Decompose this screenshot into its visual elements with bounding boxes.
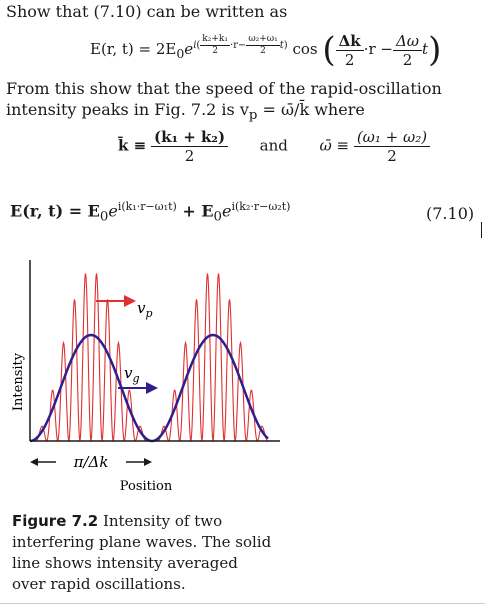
y-axis-label: Intensity: [11, 352, 26, 412]
equation-7-10: E(r, $t) = E_0e^{i(k_1\cdot r-\omega_1t)} + E_0e^{i(k_2\cdot r-\omega_2t)}$: [10, 200, 291, 225]
eq-lhs: E(r, t) = 2E: [90, 40, 177, 58]
kbar-frac: $\frac{\text{(k₁ + k₂)}}{2}$: [151, 128, 228, 165]
wbar-frac: $\frac{\text{(ω₁ + ω₂)}}{2}$: [354, 128, 430, 165]
definitions: [118, 128, 430, 165]
equation-number: (7.10): [426, 204, 475, 223]
width-label: π/Δk: [73, 453, 109, 471]
cos-frac2: $\frac{\Delta\omega}{2}$: [393, 32, 422, 69]
exp-frac2: $\frac{\text{ω₂+ω₁}}{2}$: [248, 34, 278, 56]
vg-arrowhead: [146, 382, 158, 394]
figure-7-2: [0, 250, 290, 500]
vg-label: $v_g$: [124, 364, 140, 385]
eq-e: e: [184, 40, 194, 58]
cos-mid: ·r −: [363, 40, 393, 58]
eq-i: i: [193, 40, 197, 51]
x-axis-label: Position: [119, 479, 173, 494]
width-arrowhead-right: [144, 458, 152, 466]
width-arrowhead-left: [30, 458, 38, 466]
kbar-lhs: k̄ ≡: [118, 136, 147, 155]
cos-frac1: $\frac{\Delta k}{2}$: [336, 32, 364, 69]
exp-mid: ·r−: [229, 40, 247, 51]
eq-sub: 0: [176, 46, 185, 61]
problem-intro: Show that (7.10) can be written as: [6, 2, 288, 21]
problem-paragraph: From this show that the speed of the rapid-oscillation intensity peaks in Fig. 7.2 is $v_p$ = ω̄/k̄ where: [6, 79, 442, 124]
problem-equation: E(r, $t) = 2E_0e^{i( \frac{\text{k₂+k₁}}{2} \cdot r- \frac{\text{ω₂+ω₁}}{2} t)}$ cos ( $\frac{\Delta k}{2}$ ·r − $\frac{\Delta\omega}{2}$ t): [90, 30, 442, 70]
vp-label: $v_p$: [137, 299, 153, 320]
exp-t: t: [279, 40, 284, 51]
wbar-lhs: ω̄ ≡: [319, 136, 350, 155]
vp-arrowhead: [124, 295, 136, 307]
exp-frac1: $\frac{\text{k₂+k₁}}{2}$: [202, 34, 228, 56]
text-cursor: [481, 222, 482, 238]
and-word: and: [259, 136, 288, 155]
cos-t: t: [422, 40, 429, 58]
figure-caption: Figure 7.2 Intensity of two interfering plane waves. The solid line shows intensity averaged over rapid oscillations.: [12, 512, 272, 593]
bottom-rule: [0, 603, 485, 604]
cos-word: cos: [292, 40, 318, 58]
